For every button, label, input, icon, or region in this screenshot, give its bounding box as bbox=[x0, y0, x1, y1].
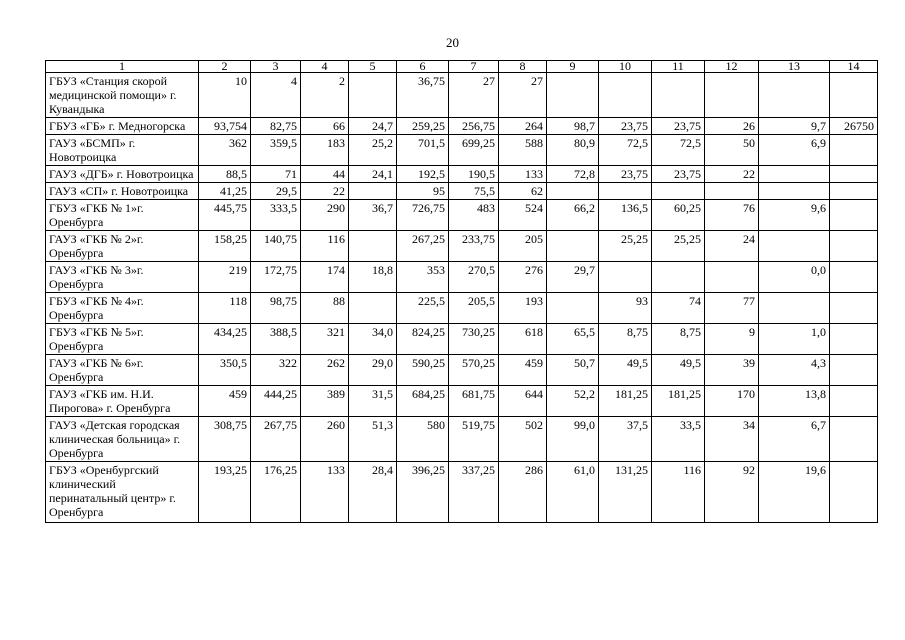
value-cell: 75,5 bbox=[449, 183, 499, 200]
data-table bbox=[45, 60, 878, 523]
value-cell: 267,75 bbox=[251, 417, 301, 462]
value-cell: 98,7 bbox=[547, 118, 599, 135]
value-cell: 290 bbox=[301, 200, 349, 231]
value-cell: 396,25 bbox=[397, 462, 449, 523]
organization-name-cell: ГБУЗ «Оренбургский клинический перинатальный центр» г. Оренбурга bbox=[46, 462, 199, 523]
column-header-1: 1 bbox=[46, 61, 199, 73]
value-cell: 25,25 bbox=[652, 231, 705, 262]
value-cell: 10 bbox=[199, 73, 251, 118]
value-cell: 23,75 bbox=[652, 118, 705, 135]
value-cell: 267,25 bbox=[397, 231, 449, 262]
value-cell: 459 bbox=[499, 355, 547, 386]
value-cell: 350,5 bbox=[199, 355, 251, 386]
value-cell: 726,75 bbox=[397, 200, 449, 231]
value-cell: 36,75 bbox=[397, 73, 449, 118]
column-header-9: 9 bbox=[547, 61, 599, 73]
value-cell bbox=[830, 231, 878, 262]
value-cell bbox=[705, 262, 759, 293]
value-cell: 158,25 bbox=[199, 231, 251, 262]
value-cell bbox=[652, 73, 705, 118]
column-header-5: 5 bbox=[349, 61, 397, 73]
value-cell: 34,0 bbox=[349, 324, 397, 355]
table-row bbox=[46, 183, 878, 200]
value-cell bbox=[830, 262, 878, 293]
value-cell: 1,0 bbox=[759, 324, 830, 355]
value-cell: 24,1 bbox=[349, 166, 397, 183]
value-cell bbox=[705, 183, 759, 200]
value-cell bbox=[547, 231, 599, 262]
value-cell: 140,75 bbox=[251, 231, 301, 262]
value-cell: 321 bbox=[301, 324, 349, 355]
value-cell: 483 bbox=[449, 200, 499, 231]
table-row bbox=[46, 417, 878, 462]
value-cell: 26750 bbox=[830, 118, 878, 135]
value-cell: 25,2 bbox=[349, 135, 397, 166]
value-cell bbox=[830, 73, 878, 118]
value-cell bbox=[599, 262, 652, 293]
value-cell: 256,75 bbox=[449, 118, 499, 135]
value-cell: 72,5 bbox=[652, 135, 705, 166]
column-header-2: 2 bbox=[199, 61, 251, 73]
value-cell: 174 bbox=[301, 262, 349, 293]
value-cell: 4,3 bbox=[759, 355, 830, 386]
value-cell: 99,0 bbox=[547, 417, 599, 462]
value-cell: 4 bbox=[251, 73, 301, 118]
organization-name-cell: ГБУЗ «ГБ» г. Медногорска bbox=[46, 118, 199, 135]
value-cell: 26 bbox=[705, 118, 759, 135]
value-cell: 681,75 bbox=[449, 386, 499, 417]
value-cell: 131,25 bbox=[599, 462, 652, 523]
value-cell: 519,75 bbox=[449, 417, 499, 462]
value-cell: 24,7 bbox=[349, 118, 397, 135]
value-cell: 19,6 bbox=[759, 462, 830, 523]
value-cell: 333,5 bbox=[251, 200, 301, 231]
value-cell: 66,2 bbox=[547, 200, 599, 231]
value-cell: 270,5 bbox=[449, 262, 499, 293]
value-cell: 359,5 bbox=[251, 135, 301, 166]
table-row bbox=[46, 231, 878, 262]
value-cell: 205,5 bbox=[449, 293, 499, 324]
value-cell bbox=[759, 73, 830, 118]
value-cell: 181,25 bbox=[652, 386, 705, 417]
column-header-6: 6 bbox=[397, 61, 449, 73]
column-header-row bbox=[46, 61, 878, 73]
value-cell bbox=[830, 355, 878, 386]
organization-name-cell: ГАУЗ «ГКБ № 3»г. Оренбурга bbox=[46, 262, 199, 293]
value-cell bbox=[547, 73, 599, 118]
value-cell: 29,7 bbox=[547, 262, 599, 293]
table-row bbox=[46, 200, 878, 231]
organization-name-cell: ГАУЗ «ГКБ № 2»г. Оренбурга bbox=[46, 231, 199, 262]
column-header-14: 14 bbox=[830, 61, 878, 73]
value-cell: 71 bbox=[251, 166, 301, 183]
value-cell: 34 bbox=[705, 417, 759, 462]
value-cell: 322 bbox=[251, 355, 301, 386]
table-row bbox=[46, 262, 878, 293]
column-header-10: 10 bbox=[599, 61, 652, 73]
value-cell: 23,75 bbox=[599, 166, 652, 183]
value-cell: 25,25 bbox=[599, 231, 652, 262]
value-cell: 93 bbox=[599, 293, 652, 324]
value-cell bbox=[830, 386, 878, 417]
value-cell: 29,5 bbox=[251, 183, 301, 200]
value-cell bbox=[830, 200, 878, 231]
value-cell: 170 bbox=[705, 386, 759, 417]
value-cell: 44 bbox=[301, 166, 349, 183]
value-cell bbox=[349, 73, 397, 118]
table-row bbox=[46, 462, 878, 523]
value-cell bbox=[349, 231, 397, 262]
column-header-11: 11 bbox=[652, 61, 705, 73]
value-cell: 176,25 bbox=[251, 462, 301, 523]
value-cell: 95 bbox=[397, 183, 449, 200]
column-header-7: 7 bbox=[449, 61, 499, 73]
value-cell: 524 bbox=[499, 200, 547, 231]
value-cell: 259,25 bbox=[397, 118, 449, 135]
value-cell bbox=[349, 293, 397, 324]
value-cell bbox=[705, 73, 759, 118]
value-cell: 260 bbox=[301, 417, 349, 462]
value-cell bbox=[830, 135, 878, 166]
value-cell bbox=[759, 231, 830, 262]
value-cell: 37,5 bbox=[599, 417, 652, 462]
table-row bbox=[46, 293, 878, 324]
value-cell: 172,75 bbox=[251, 262, 301, 293]
value-cell: 116 bbox=[652, 462, 705, 523]
value-cell: 98,75 bbox=[251, 293, 301, 324]
value-cell: 730,25 bbox=[449, 324, 499, 355]
table-row bbox=[46, 355, 878, 386]
value-cell: 60,25 bbox=[652, 200, 705, 231]
value-cell: 190,5 bbox=[449, 166, 499, 183]
value-cell: 13,8 bbox=[759, 386, 830, 417]
column-header-13: 13 bbox=[759, 61, 830, 73]
value-cell: 183 bbox=[301, 135, 349, 166]
value-cell bbox=[830, 462, 878, 523]
value-cell: 92 bbox=[705, 462, 759, 523]
table-row bbox=[46, 386, 878, 417]
value-cell: 133 bbox=[499, 166, 547, 183]
value-cell: 276 bbox=[499, 262, 547, 293]
organization-name-cell: ГАУЗ «ГКБ № 6»г. Оренбурга bbox=[46, 355, 199, 386]
value-cell: 337,25 bbox=[449, 462, 499, 523]
value-cell: 33,5 bbox=[652, 417, 705, 462]
value-cell: 308,75 bbox=[199, 417, 251, 462]
table-row bbox=[46, 118, 878, 135]
value-cell: 41,25 bbox=[199, 183, 251, 200]
organization-name-cell: ГАУЗ «Детская городская клиническая больница» г. Оренбурга bbox=[46, 417, 199, 462]
value-cell: 353 bbox=[397, 262, 449, 293]
value-cell: 434,25 bbox=[199, 324, 251, 355]
value-cell: 701,5 bbox=[397, 135, 449, 166]
value-cell bbox=[830, 417, 878, 462]
value-cell: 590,25 bbox=[397, 355, 449, 386]
value-cell: 88,5 bbox=[199, 166, 251, 183]
value-cell: 50 bbox=[705, 135, 759, 166]
value-cell: 80,9 bbox=[547, 135, 599, 166]
value-cell bbox=[599, 183, 652, 200]
value-cell: 9,7 bbox=[759, 118, 830, 135]
value-cell: 61,0 bbox=[547, 462, 599, 523]
column-header-12: 12 bbox=[705, 61, 759, 73]
value-cell: 192,5 bbox=[397, 166, 449, 183]
value-cell: 27 bbox=[499, 73, 547, 118]
value-cell: 93,754 bbox=[199, 118, 251, 135]
column-header-3: 3 bbox=[251, 61, 301, 73]
value-cell: 66 bbox=[301, 118, 349, 135]
value-cell: 28,4 bbox=[349, 462, 397, 523]
value-cell: 76 bbox=[705, 200, 759, 231]
organization-name-cell: ГБУЗ «Станция скорой медицинской помощи» г. Кувандыка bbox=[46, 73, 199, 118]
value-cell: 9,6 bbox=[759, 200, 830, 231]
value-cell: 193 bbox=[499, 293, 547, 324]
value-cell: 262 bbox=[301, 355, 349, 386]
value-cell: 77 bbox=[705, 293, 759, 324]
value-cell: 18,8 bbox=[349, 262, 397, 293]
value-cell bbox=[830, 324, 878, 355]
organization-name-cell: ГАУЗ «БСМП» г. Новотроицка bbox=[46, 135, 199, 166]
value-cell: 116 bbox=[301, 231, 349, 262]
organization-name-cell: ГБУЗ «ГКБ № 4»г. Оренбурга bbox=[46, 293, 199, 324]
value-cell: 22 bbox=[705, 166, 759, 183]
value-cell: 118 bbox=[199, 293, 251, 324]
table-row bbox=[46, 135, 878, 166]
value-cell bbox=[599, 73, 652, 118]
organization-name-cell: ГАУЗ «СП» г. Новотроицка bbox=[46, 183, 199, 200]
value-cell: 23,75 bbox=[599, 118, 652, 135]
value-cell: 49,5 bbox=[599, 355, 652, 386]
value-cell: 52,2 bbox=[547, 386, 599, 417]
value-cell: 181,25 bbox=[599, 386, 652, 417]
column-header-4: 4 bbox=[301, 61, 349, 73]
value-cell bbox=[652, 183, 705, 200]
organization-name-cell: ГБУЗ «ГКБ № 5»г. Оренбурга bbox=[46, 324, 199, 355]
value-cell: 39 bbox=[705, 355, 759, 386]
value-cell: 22 bbox=[301, 183, 349, 200]
value-cell: 219 bbox=[199, 262, 251, 293]
value-cell: 51,3 bbox=[349, 417, 397, 462]
page-number: 20 bbox=[446, 35, 459, 50]
value-cell: 6,7 bbox=[759, 417, 830, 462]
value-cell: 65,5 bbox=[547, 324, 599, 355]
value-cell: 444,25 bbox=[251, 386, 301, 417]
value-cell: 8,75 bbox=[599, 324, 652, 355]
value-cell: 570,25 bbox=[449, 355, 499, 386]
value-cell: 445,75 bbox=[199, 200, 251, 231]
value-cell: 50,7 bbox=[547, 355, 599, 386]
value-cell: 388,5 bbox=[251, 324, 301, 355]
value-cell: 264 bbox=[499, 118, 547, 135]
value-cell: 205 bbox=[499, 231, 547, 262]
value-cell: 74 bbox=[652, 293, 705, 324]
value-cell: 82,75 bbox=[251, 118, 301, 135]
value-cell bbox=[652, 262, 705, 293]
value-cell bbox=[830, 183, 878, 200]
organization-name-cell: ГБУЗ «ГКБ № 1»г. Оренбурга bbox=[46, 200, 199, 231]
value-cell: 2 bbox=[301, 73, 349, 118]
value-cell: 193,25 bbox=[199, 462, 251, 523]
value-cell: 133 bbox=[301, 462, 349, 523]
value-cell bbox=[830, 293, 878, 324]
value-cell: 824,25 bbox=[397, 324, 449, 355]
column-header-8: 8 bbox=[499, 61, 547, 73]
table-row bbox=[46, 324, 878, 355]
value-cell bbox=[349, 183, 397, 200]
value-cell: 72,8 bbox=[547, 166, 599, 183]
value-cell: 9 bbox=[705, 324, 759, 355]
value-cell: 88 bbox=[301, 293, 349, 324]
value-cell: 6,9 bbox=[759, 135, 830, 166]
value-cell: 580 bbox=[397, 417, 449, 462]
value-cell: 618 bbox=[499, 324, 547, 355]
value-cell: 36,7 bbox=[349, 200, 397, 231]
value-cell: 684,25 bbox=[397, 386, 449, 417]
value-cell: 136,5 bbox=[599, 200, 652, 231]
value-cell: 23,75 bbox=[652, 166, 705, 183]
value-cell: 459 bbox=[199, 386, 251, 417]
value-cell: 31,5 bbox=[349, 386, 397, 417]
table-row bbox=[46, 73, 878, 118]
value-cell: 389 bbox=[301, 386, 349, 417]
value-cell: 27 bbox=[449, 73, 499, 118]
value-cell: 72,5 bbox=[599, 135, 652, 166]
value-cell: 29,0 bbox=[349, 355, 397, 386]
value-cell bbox=[547, 293, 599, 324]
value-cell bbox=[547, 183, 599, 200]
value-cell bbox=[759, 293, 830, 324]
value-cell: 699,25 bbox=[449, 135, 499, 166]
value-cell: 225,5 bbox=[397, 293, 449, 324]
organization-name-cell: ГАУЗ «ГКБ им. Н.И. Пирогова» г. Оренбурга bbox=[46, 386, 199, 417]
value-cell bbox=[759, 183, 830, 200]
value-cell: 286 bbox=[499, 462, 547, 523]
table-body bbox=[46, 73, 878, 523]
organization-name-cell: ГАУЗ «ДГБ» г. Новотроицка bbox=[46, 166, 199, 183]
value-cell bbox=[830, 166, 878, 183]
value-cell: 233,75 bbox=[449, 231, 499, 262]
value-cell: 0,0 bbox=[759, 262, 830, 293]
value-cell: 644 bbox=[499, 386, 547, 417]
value-cell: 24 bbox=[705, 231, 759, 262]
value-cell: 588 bbox=[499, 135, 547, 166]
table-row bbox=[46, 166, 878, 183]
value-cell: 362 bbox=[199, 135, 251, 166]
value-cell: 62 bbox=[499, 183, 547, 200]
value-cell bbox=[759, 166, 830, 183]
value-cell: 49,5 bbox=[652, 355, 705, 386]
value-cell: 502 bbox=[499, 417, 547, 462]
value-cell: 8,75 bbox=[652, 324, 705, 355]
